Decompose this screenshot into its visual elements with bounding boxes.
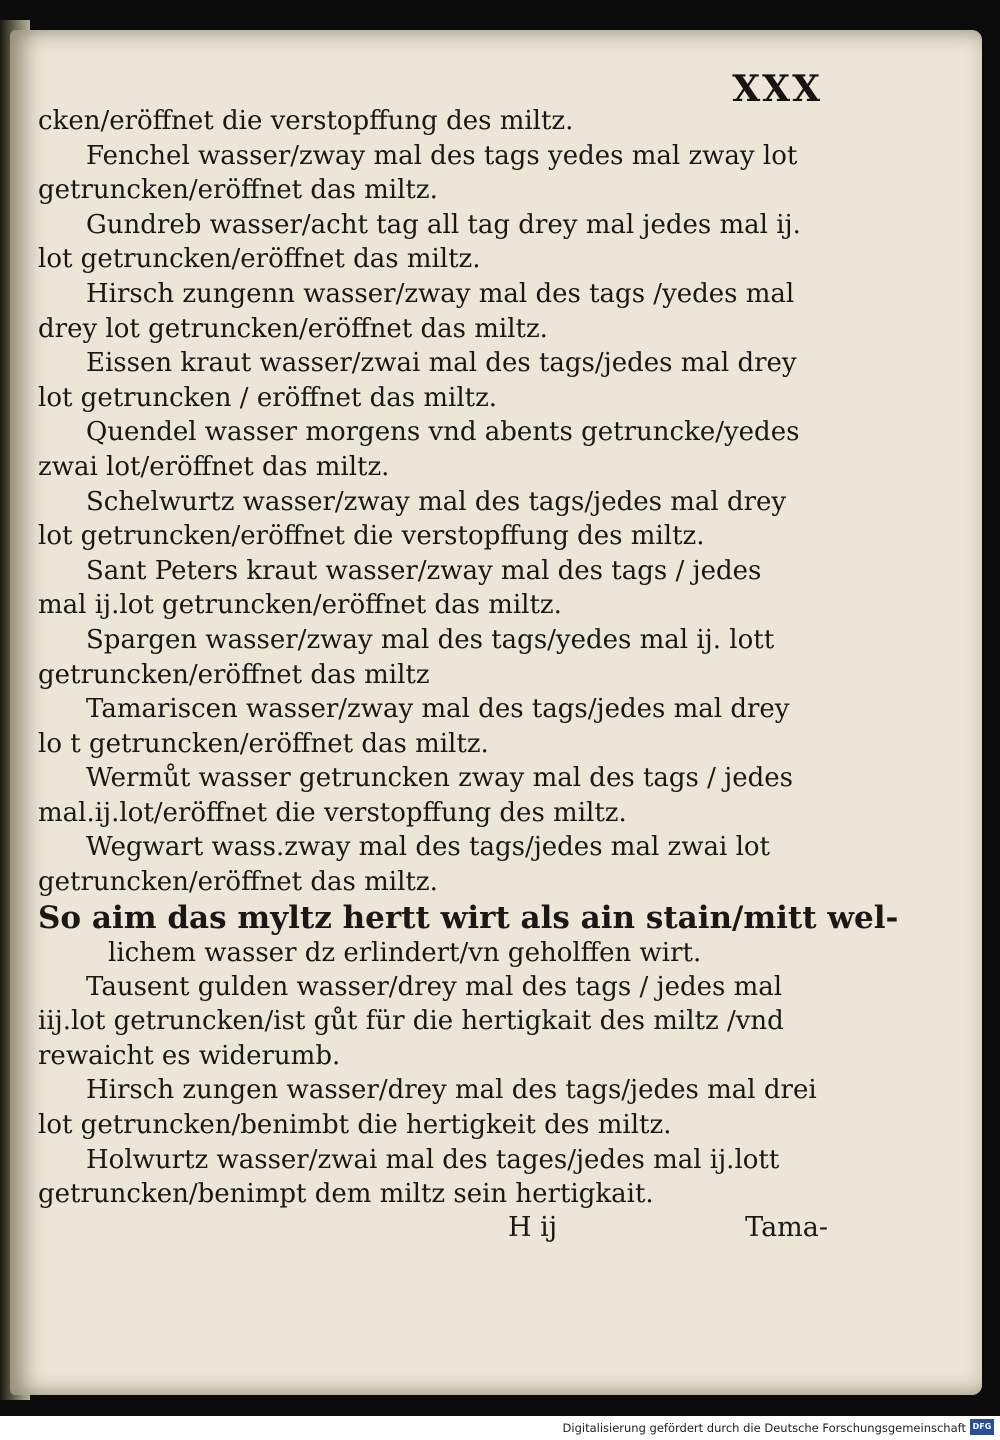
text-line: Tamariscen wasser/zway mal des tags/jedes mal drey bbox=[86, 694, 790, 725]
text-line: getruncken/eröffnet das miltz. bbox=[38, 867, 438, 898]
signature-mark: H ij bbox=[508, 1212, 558, 1243]
catchword: Tama- bbox=[745, 1212, 828, 1243]
text-line: getruncken/eröffnet das miltz bbox=[38, 659, 430, 690]
text-line: Wermůt wasser getruncken zway mal des tags / jedes bbox=[86, 763, 793, 794]
dfg-logo: DFG bbox=[970, 1419, 994, 1435]
text-line: Spargen wasser/zway mal des tags/yedes mal ij. lott bbox=[86, 624, 775, 655]
text-line: drey lot getruncken/eröffnet das miltz. bbox=[38, 313, 548, 344]
text-line: getruncken/eröffnet das miltz. bbox=[38, 175, 438, 206]
text-block bbox=[38, 104, 899, 1212]
text-line: Quendel wasser morgens vnd abents getruncke/yedes bbox=[86, 417, 800, 448]
text-line: Holwurtz wasser/zwai mal des tages/jedes mal ij.lott bbox=[86, 1144, 780, 1175]
text-line: lot getruncken/eröffnet das miltz. bbox=[38, 244, 481, 275]
text-line: mal.ij.lot/eröffnet die verstopffung des miltz. bbox=[38, 797, 627, 828]
text-line: lot getruncken/eröffnet die verstopffung des miltz. bbox=[38, 521, 705, 552]
section-heading-continuation: lichem wasser dz erlindert/vn geholffen wirt. bbox=[108, 937, 702, 968]
text-line: lot getruncken/benimbt die hertigkeit des miltz. bbox=[38, 1110, 672, 1141]
text-line: Eissen kraut wasser/zwai mal des tags/jedes mal drey bbox=[86, 348, 797, 379]
text-line: zwai lot/eröffnet das miltz. bbox=[38, 451, 390, 482]
text-line: getruncken/benimpt dem miltz sein hertigkait. bbox=[38, 1179, 654, 1210]
text-line: Gundreb wasser/acht tag all tag drey mal jedes mal ij. bbox=[86, 209, 801, 240]
text-line: Hirsch zungenn wasser/zway mal des tags /yedes mal bbox=[86, 278, 795, 309]
text-line: mal ij.lot getruncken/eröffnet das miltz. bbox=[38, 590, 562, 621]
text-line: lo t getruncken/eröffnet das miltz. bbox=[38, 728, 489, 759]
funding-credit: Digitalisierung gefördert durch die Deutsche Forschungsgemeinschaft bbox=[562, 1421, 966, 1435]
text-line: iij.lot getruncken/ist gůt für die hertigkait des miltz /vnd bbox=[38, 1006, 784, 1037]
text-line: rewaicht es widerumb. bbox=[38, 1040, 341, 1071]
text-line: Schelwurtz wasser/zway mal des tags/jedes mal drey bbox=[86, 486, 787, 517]
text-line: cken/eröffnet die verstopffung des miltz. bbox=[38, 106, 574, 136]
text-line: Sant Peters kraut wasser/zway mal des tags / jedes bbox=[86, 555, 762, 586]
text-line: Wegwart wass.zway mal des tags/jedes mal zwai lot bbox=[86, 832, 770, 863]
text-line: Hirsch zungen wasser/drey mal des tags/jedes mal drei bbox=[86, 1075, 817, 1106]
page-foot-line bbox=[38, 1208, 828, 1248]
section-heading: So aim das myltz hertt wirt als ain stain/mitt wel- bbox=[38, 899, 899, 936]
text-line: lot getruncken / eröffnet das miltz. bbox=[38, 382, 498, 413]
text-line: Fenchel wasser/zway mal des tags yedes mal zway lot bbox=[86, 140, 798, 171]
folio-number: XXX bbox=[732, 68, 822, 110]
text-line: Tausent gulden wasser/drey mal des tags / jedes mal bbox=[86, 971, 783, 1002]
